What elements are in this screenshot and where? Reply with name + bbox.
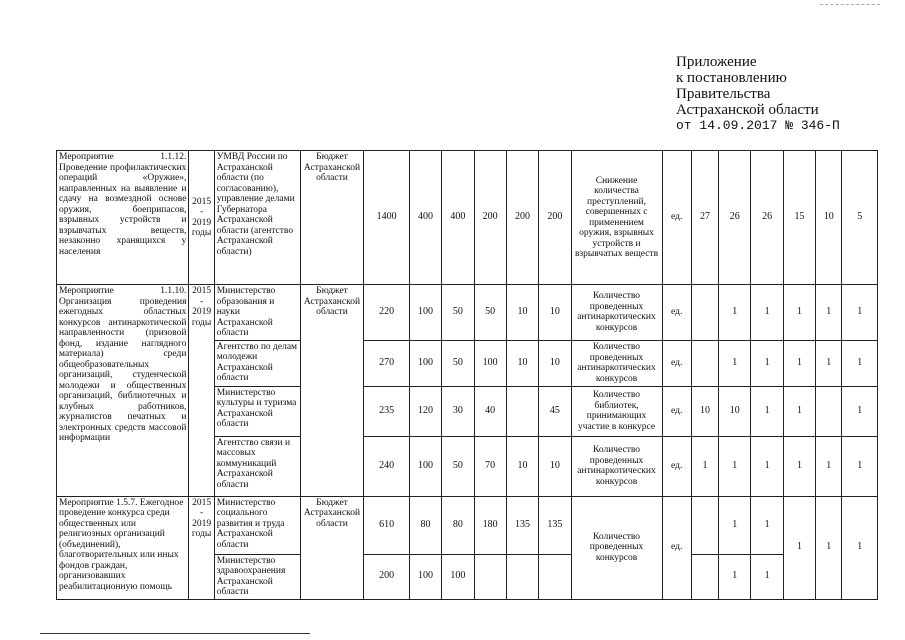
indicator-value	[691, 340, 718, 386]
executor-cell: Министерство культуры и туризма Астраханской области	[214, 386, 300, 436]
indicator-value: 26	[751, 151, 783, 285]
indicator-cell: Количество проведенных конкурсов	[571, 496, 662, 599]
header-line: Правительства	[676, 86, 771, 102]
finance-year: 100	[409, 554, 441, 599]
indicator-value: 1	[719, 554, 751, 599]
finance-year	[474, 554, 506, 599]
years-cell: 2015 - 2019 годы	[189, 496, 214, 599]
indicator-value: 1	[783, 436, 815, 496]
finance-year: 40	[474, 386, 506, 436]
indicator-value: 1	[816, 496, 842, 599]
indicator-value: 1	[751, 285, 783, 341]
indicator-cell: Количество библиотек, принимающих участие в конкурсе	[571, 386, 662, 436]
finance-year: 10	[506, 436, 538, 496]
table-row	[57, 285, 878, 341]
indicator-value: 26	[719, 151, 751, 285]
finance-year: 100	[409, 436, 441, 496]
finance-year: 80	[442, 496, 474, 554]
finance-year: 120	[409, 386, 441, 436]
indicator-value: 27	[691, 151, 718, 285]
indicator-value: 1	[842, 386, 878, 436]
indicator-value	[691, 554, 718, 599]
finance-year: 10	[539, 285, 571, 341]
indicator-value: 10	[691, 386, 718, 436]
finance-total: 220	[364, 285, 409, 341]
finance-year: 50	[442, 436, 474, 496]
finance-year: 200	[474, 151, 506, 285]
indicator-cell: Количество проведенных антинаркотических конкурсов	[571, 436, 662, 496]
unit-cell: ед.	[662, 151, 691, 285]
finance-year: 100	[409, 285, 441, 341]
finance-year: 10	[539, 340, 571, 386]
executor-cell: УМВД России по Астраханской области (по согласованию), управление делами Губернатора Астраханской области (агентство Астраханской области)	[214, 151, 300, 285]
finance-year: 30	[442, 386, 474, 436]
indicator-value: 1	[783, 386, 815, 436]
executor-cell: Министерство образования и науки Астраханской области	[214, 285, 300, 341]
finance-year: 10	[506, 285, 538, 341]
indicator-cell: Снижение количества преступлений, совершенных с применением оружия, взрывных устройств и взрывчатых веществ	[571, 151, 662, 285]
indicator-value: 1	[719, 340, 751, 386]
source-cell: Бюджет Астраханской области	[300, 151, 364, 285]
finance-total: 270	[364, 340, 409, 386]
indicator-value: 1	[751, 340, 783, 386]
indicator-cell: Количество проведенных антинаркотических конкурсов	[571, 285, 662, 341]
indicator-value	[691, 285, 718, 341]
document-header	[676, 54, 840, 134]
header-line: Приложение	[676, 54, 757, 70]
finance-year: 400	[409, 151, 441, 285]
indicator-value: 1	[751, 554, 783, 599]
years-cell: 2015 - 2019 годы	[189, 151, 214, 285]
finance-total: 235	[364, 386, 409, 436]
finance-year: 70	[474, 436, 506, 496]
finance-year	[539, 554, 571, 599]
source-cell: Бюджет Астраханской области	[300, 496, 364, 599]
finance-total: 610	[364, 496, 409, 554]
finance-year: 50	[442, 285, 474, 341]
indicator-value: 10	[719, 386, 751, 436]
indicator-value: 5	[842, 151, 878, 285]
indicator-value: 1	[751, 436, 783, 496]
indicator-value: 10	[816, 151, 842, 285]
indicator-value	[816, 386, 842, 436]
finance-year	[506, 554, 538, 599]
indicator-value	[691, 496, 718, 554]
finance-year: 200	[506, 151, 538, 285]
unit-cell: ед.	[662, 340, 691, 386]
finance-total: 240	[364, 436, 409, 496]
executor-cell: Министерство социального развития и труда Астраханской области	[214, 496, 300, 554]
finance-year: 400	[442, 151, 474, 285]
source-cell: Бюджет Астраханской области	[300, 285, 364, 497]
indicator-value: 1	[783, 340, 815, 386]
table-row	[57, 496, 878, 554]
event-cell: Мероприятие 1.5.7. Ежегодное проведение конкурса среди общественных или религиозных организаций (объединений), благотворительных или иных фондов граждан, организовавших реабилитационную помощь	[57, 496, 189, 599]
finance-year	[506, 386, 538, 436]
indicator-value: 1	[691, 436, 718, 496]
finance-year: 50	[442, 340, 474, 386]
years-cell: 2015 - 2019 годы	[189, 285, 214, 497]
indicator-value: 1	[816, 285, 842, 341]
finance-year: 200	[539, 151, 571, 285]
indicator-value: 1	[783, 496, 815, 599]
header-line: к постановлению	[676, 70, 787, 86]
unit-cell: ед.	[662, 436, 691, 496]
table-row	[57, 151, 878, 285]
unit-cell: ед.	[662, 386, 691, 436]
header-line: Астраханской области	[676, 102, 819, 118]
finance-year: 135	[539, 496, 571, 554]
indicator-value: 1	[842, 340, 878, 386]
indicator-value: 1	[816, 436, 842, 496]
finance-year: 180	[474, 496, 506, 554]
indicator-value: 1	[719, 436, 751, 496]
indicator-value: 1	[751, 496, 783, 554]
indicator-value: 1	[816, 340, 842, 386]
header-date-line: от 14.09.2017 № 346-П	[676, 118, 840, 133]
executor-cell: Агентство связи и массовых коммуникаций Астраханской области	[214, 436, 300, 496]
indicator-value: 1	[842, 496, 878, 599]
finance-year: 10	[539, 436, 571, 496]
event-cell: Мероприятие 1.1.12. Проведение профилактических операций «Оружие», направленных на выявление и сдачу на возмездной основе оружия, боеприпасов, взрывных устройств и взрывчатых веществ, незаконно хранящихся у населения	[57, 151, 189, 285]
indicator-value: 1	[751, 386, 783, 436]
indicator-value: 1	[719, 496, 751, 554]
finance-year: 100	[442, 554, 474, 599]
executor-cell: Агентство по делам молодежи Астраханской области	[214, 340, 300, 386]
event-cell: Мероприятие 1.1.10. Организация проведения ежегодных областных конкурсов антинаркотической направленности (призовой фонд, издание наглядного материала) среди общеобразовательных организаций, студенческой молодежи и общественных организаций, библиотечных и клубных работников, журналистов печатных и электронных средств массовой информации	[57, 285, 189, 497]
unit-cell: ед.	[662, 285, 691, 341]
finance-year: 45	[539, 386, 571, 436]
indicator-value: 1	[842, 285, 878, 341]
top-scan-mark	[820, 4, 880, 5]
indicator-value: 1	[783, 285, 815, 341]
indicator-value: 1	[719, 285, 751, 341]
program-table	[56, 150, 878, 600]
bottom-scan-line	[40, 633, 310, 634]
indicator-cell: Количество проведенных антинаркотических конкурсов	[571, 340, 662, 386]
finance-year: 80	[409, 496, 441, 554]
unit-cell: ед.	[662, 496, 691, 599]
finance-year: 50	[474, 285, 506, 341]
executor-cell: Министерство здравоохранения Астраханской области	[214, 554, 300, 599]
finance-year: 135	[506, 496, 538, 554]
finance-year: 10	[506, 340, 538, 386]
indicator-value: 15	[783, 151, 815, 285]
finance-total: 200	[364, 554, 409, 599]
finance-total: 1400	[364, 151, 409, 285]
finance-year: 100	[474, 340, 506, 386]
finance-year: 100	[409, 340, 441, 386]
indicator-value: 1	[842, 436, 878, 496]
